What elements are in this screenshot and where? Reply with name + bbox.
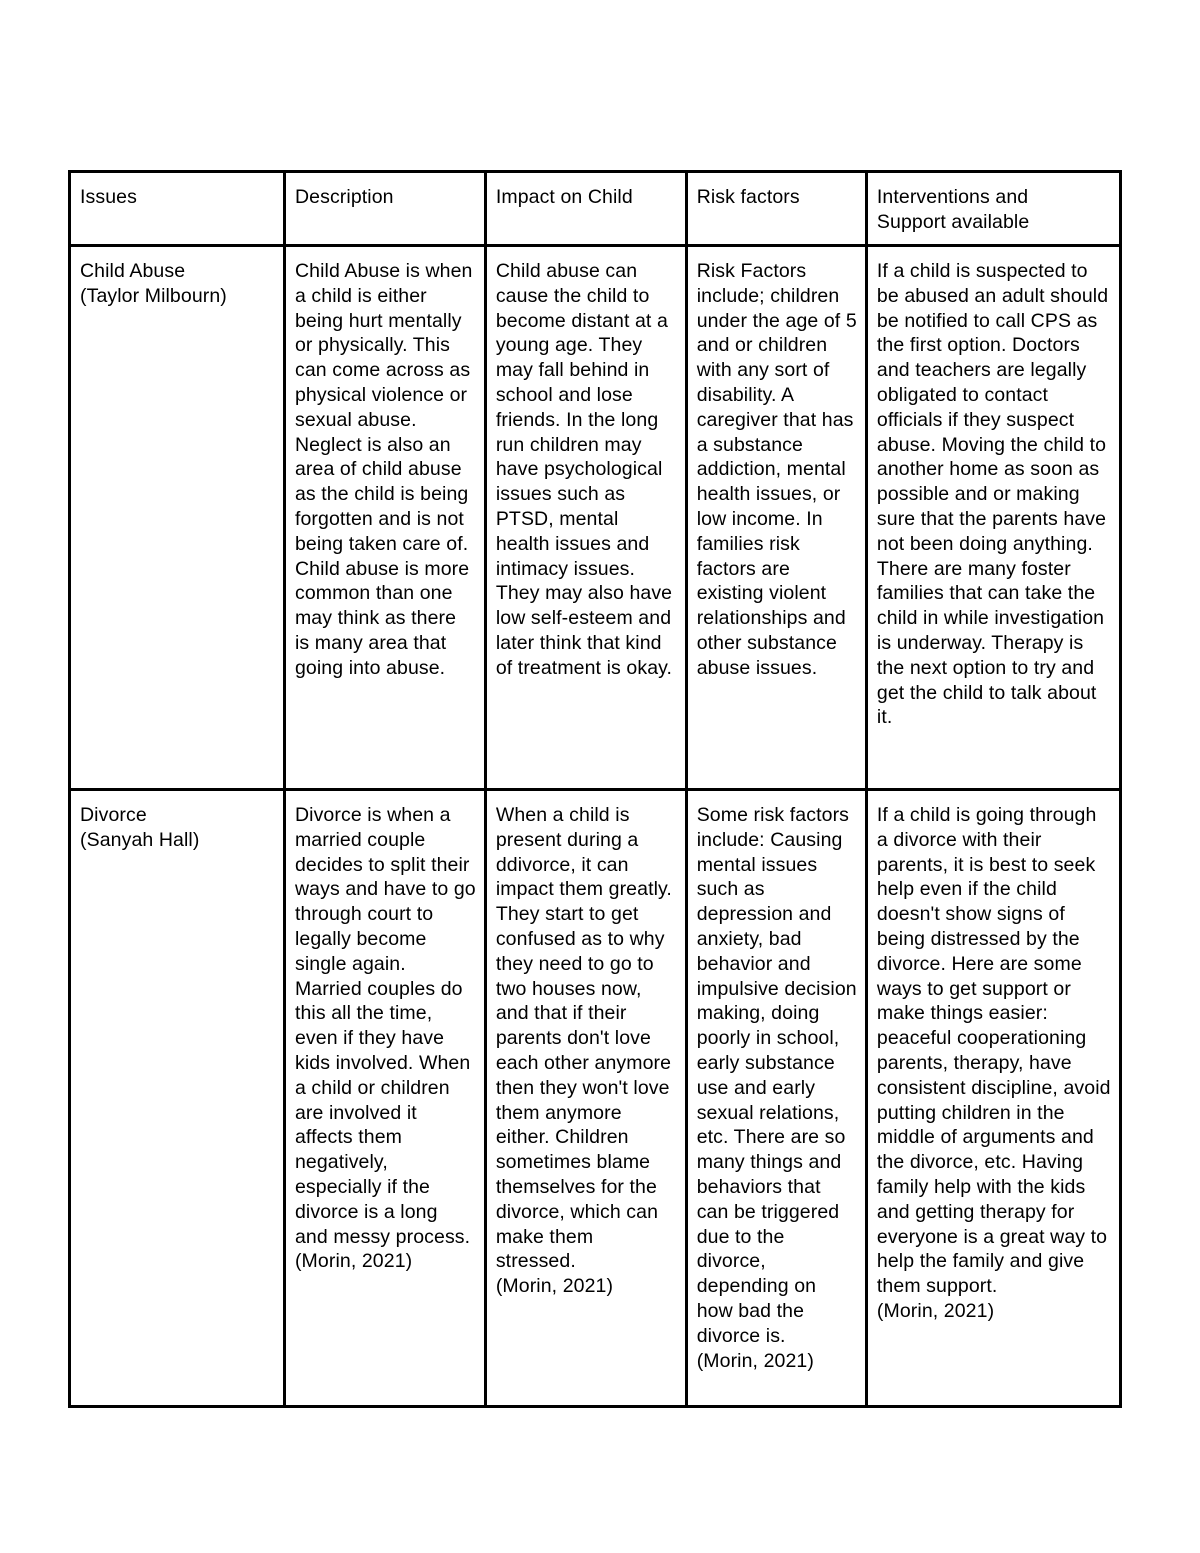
header-issues: Issues	[70, 172, 285, 246]
cell-impact: When a child is present during a ddivorce, it can impact them greatly. They start to get confused as to why they need to go to two houses now, and that if their parents don't love each other anymore then they won't love them anymore either. Children sometimes blame themselves for the divorce, which can make them stressed. (Morin, 2021)	[485, 790, 686, 1407]
header-risk-factors: Risk factors	[686, 172, 866, 246]
cell-issue: Child Abuse (Taylor Milbourn)	[70, 246, 285, 790]
cell-interventions: If a child is going through a divorce with their parents, it is best to seek help even if the child doesn't show signs of being distressed by the divorce. Here are some ways to get support or make things easier: peaceful cooperationing parents, therapy, have consistent discipline, avoid putting children in the middle of arguments and the divorce, etc. Having family help with the kids and getting therapy for everyone is a great way to help the family and give them support. (Morin, 2021)	[866, 790, 1120, 1407]
cell-issue: Divorce (Sanyah Hall)	[70, 790, 285, 1407]
issues-table	[68, 170, 1122, 1408]
table-row-child-abuse	[70, 246, 1121, 790]
cell-risk-factors: Risk Factors include; children under the age of 5 and or children with any sort of disability. A caregiver that has a substance addiction, mental health issues, or low income. In families risk factors are existing violent relationships and other substance abuse issues.	[686, 246, 866, 790]
table-header-row	[70, 172, 1121, 246]
cell-description: Child Abuse is when a child is either being hurt mentally or physically. This can come across as physical violence or sexual abuse. Neglect is also an area of child abuse as the child is being forgotten and is not being taken care of. Child abuse is more common than one may think as there is many area that going into abuse.	[284, 246, 485, 790]
header-impact-on-child: Impact on Child	[485, 172, 686, 246]
header-description: Description	[284, 172, 485, 246]
cell-impact: Child abuse can cause the child to become distant at a young age. They may fall behind in school and lose friends. In the long run children may have psychological issues such as PTSD, mental health issues and intimacy issues. They may also have low self-esteem and later think that kind of treatment is okay.	[485, 246, 686, 790]
header-interventions: Interventions and Support available	[866, 172, 1120, 246]
cell-description: Divorce is when a married couple decides to split their ways and have to go through court to legally become single again. Married couples do this all the time, even if they have kids involved. When a child or children are involved it affects them negatively, especially if the divorce is a long and messy process. (Morin, 2021)	[284, 790, 485, 1407]
table-row-divorce	[70, 790, 1121, 1407]
cell-risk-factors: Some risk factors include: Causing mental issues such as depression and anxiety, bad behavior and impulsive decision making, doing poorly in school, early substance use and early sexual relations, etc. There are so many things and behaviors that can be triggered due to the divorce, depending on how bad the divorce is. (Morin, 2021)	[686, 790, 866, 1407]
cell-interventions: If a child is suspected to be abused an adult should be notified to call CPS as the first option. Doctors and teachers are legally obligated to contact officials if they suspect abuse. Moving the child to another home as soon as possible and or making sure that the parents have not been doing anything. There are many foster families that can take the child in while investigation is underway. Therapy is the next option to try and get the child to talk about it.	[866, 246, 1120, 790]
